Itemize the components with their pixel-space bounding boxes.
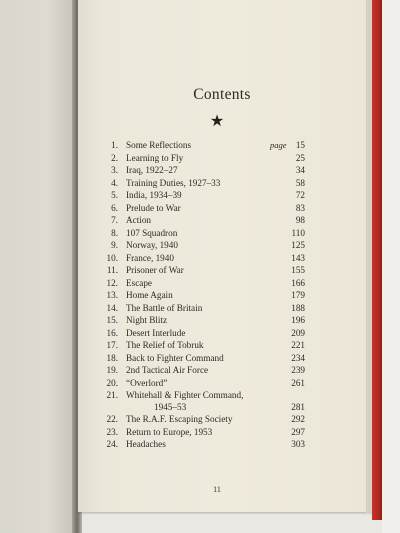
list-item — [96, 189, 308, 202]
page-number: 209 — [291, 327, 305, 338]
list-item — [96, 302, 308, 315]
list-item — [96, 364, 308, 377]
chapter-number: 24. — [106, 439, 118, 449]
red-cover-edge — [372, 0, 382, 520]
chapter-number: 1. — [111, 140, 118, 150]
chapter-title: Some Reflections — [126, 140, 192, 150]
chapter-title: Headaches — [126, 439, 166, 449]
list-item — [96, 239, 308, 252]
chapter-number: 19. — [106, 365, 118, 375]
chapter-title: Prelude to War — [126, 202, 181, 213]
chapter-title: Desert Interlude — [126, 327, 186, 338]
chapter-title-continued: 1945–53 — [154, 402, 187, 412]
list-item — [96, 377, 308, 390]
chapter-number: 23. — [106, 426, 118, 437]
chapter-title: Prisoner of War — [126, 265, 184, 275]
page-number: 155 — [291, 265, 305, 275]
chapter-title: Escape — [126, 277, 153, 288]
chapter-title: Iraq, 1922–27 — [126, 165, 178, 175]
list-item — [96, 289, 308, 302]
chapter-number: 16. — [106, 327, 118, 338]
chapter-number: 22. — [106, 414, 118, 424]
chapter-number: 4. — [111, 177, 118, 188]
chapter-title: Return to Europe, 1953 — [126, 426, 213, 437]
chapter-number: 11. — [106, 265, 118, 275]
page-number: 143 — [291, 252, 305, 263]
background — [382, 0, 400, 533]
chapter-number: 14. — [106, 302, 118, 313]
list-item — [96, 339, 308, 352]
chapter-title: Training Duties, 1927–33 — [126, 177, 221, 188]
chapter-title: “Overlord” — [126, 377, 168, 388]
page-number: 221 — [291, 340, 305, 350]
chapter-title: Norway, 1940 — [126, 240, 178, 250]
chapter-title: Whitehall & Fighter Command, — [126, 390, 244, 400]
page-number: 72 — [295, 190, 305, 200]
page-number: 34 — [295, 165, 305, 175]
chapter-title: France, 1940 — [126, 252, 174, 263]
list-item — [96, 389, 308, 413]
chapter-title: Action — [126, 215, 152, 225]
page-number: 166 — [291, 277, 305, 288]
list-item — [96, 277, 308, 290]
chapter-title: Night Blitz — [126, 315, 168, 325]
chapter-title: The R.A.F. Escaping Society — [126, 414, 233, 424]
list-item — [96, 252, 308, 265]
page-number: 261 — [291, 377, 305, 388]
chapter-number: 9. — [111, 240, 118, 250]
page-number: 58 — [295, 177, 305, 188]
list-item — [96, 314, 308, 327]
chapter-title: 107 Squadron — [126, 227, 178, 238]
facing-page — [0, 0, 78, 533]
chapter-number: 5. — [111, 190, 118, 200]
list-item — [96, 164, 308, 177]
page-number: 239 — [291, 365, 305, 375]
page-number: 110 — [291, 227, 305, 238]
star-ornament-icon: ★ — [209, 111, 225, 130]
list-item — [96, 352, 308, 365]
list-item — [96, 177, 308, 190]
page-number: 234 — [291, 352, 305, 363]
list-item — [96, 327, 308, 340]
page-number: 25 — [295, 152, 305, 163]
page-number: 196 — [291, 315, 305, 325]
chapter-number: 20. — [106, 377, 118, 388]
chapter-number: 7. — [111, 215, 118, 225]
page-number: 15 — [295, 140, 305, 150]
page-number: 297 — [291, 426, 305, 437]
chapter-number: 13. — [106, 290, 118, 300]
page-number: 179 — [291, 290, 305, 300]
page-number: 125 — [291, 240, 305, 250]
chapter-number: 18. — [106, 352, 118, 363]
page-number: 188 — [291, 302, 305, 313]
chapter-title: Back to Fighter Command — [126, 352, 224, 363]
chapter-number: 3. — [111, 165, 118, 175]
page-number: 292 — [291, 414, 305, 424]
list-item — [96, 139, 308, 152]
chapter-title: The Relief of Tobruk — [126, 340, 204, 350]
list-item — [96, 438, 308, 451]
chapter-number: 6. — [111, 202, 118, 213]
list-item — [96, 264, 308, 277]
chapter-number: 15. — [106, 315, 118, 325]
list-item — [96, 426, 308, 439]
page-title: Contents — [193, 86, 251, 103]
list-item — [96, 214, 308, 227]
chapter-title: Home Again — [126, 290, 173, 300]
chapter-number: 10. — [106, 252, 118, 263]
chapter-title: 2nd Tactical Air Force — [126, 365, 209, 375]
chapter-title: The Battle of Britain — [126, 302, 203, 313]
chapter-number: 8. — [111, 227, 118, 238]
page-number: 83 — [295, 202, 305, 213]
folio-page-number: 11 — [213, 485, 221, 494]
chapter-title: Learning to Fly — [126, 152, 184, 163]
page-number: 281 — [291, 402, 305, 412]
chapter-title: India, 1934–39 — [126, 190, 182, 200]
chapter-number: 21. — [106, 390, 118, 400]
list-item — [96, 152, 308, 165]
page-number: 303 — [291, 439, 305, 449]
list-item — [96, 413, 308, 426]
contents-list — [96, 139, 308, 451]
list-item — [96, 202, 308, 215]
chapter-number: 17. — [106, 340, 118, 350]
page-label: page — [270, 140, 287, 150]
page-number: 98 — [295, 215, 305, 225]
chapter-number: 12. — [106, 277, 118, 288]
list-item — [96, 227, 308, 240]
chapter-number: 2. — [111, 152, 118, 163]
